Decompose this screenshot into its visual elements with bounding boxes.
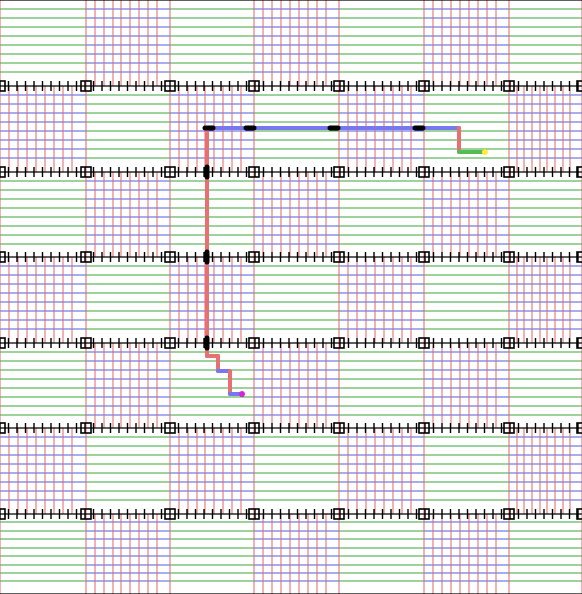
source-pin [482,149,488,155]
sink-pin [239,391,245,397]
